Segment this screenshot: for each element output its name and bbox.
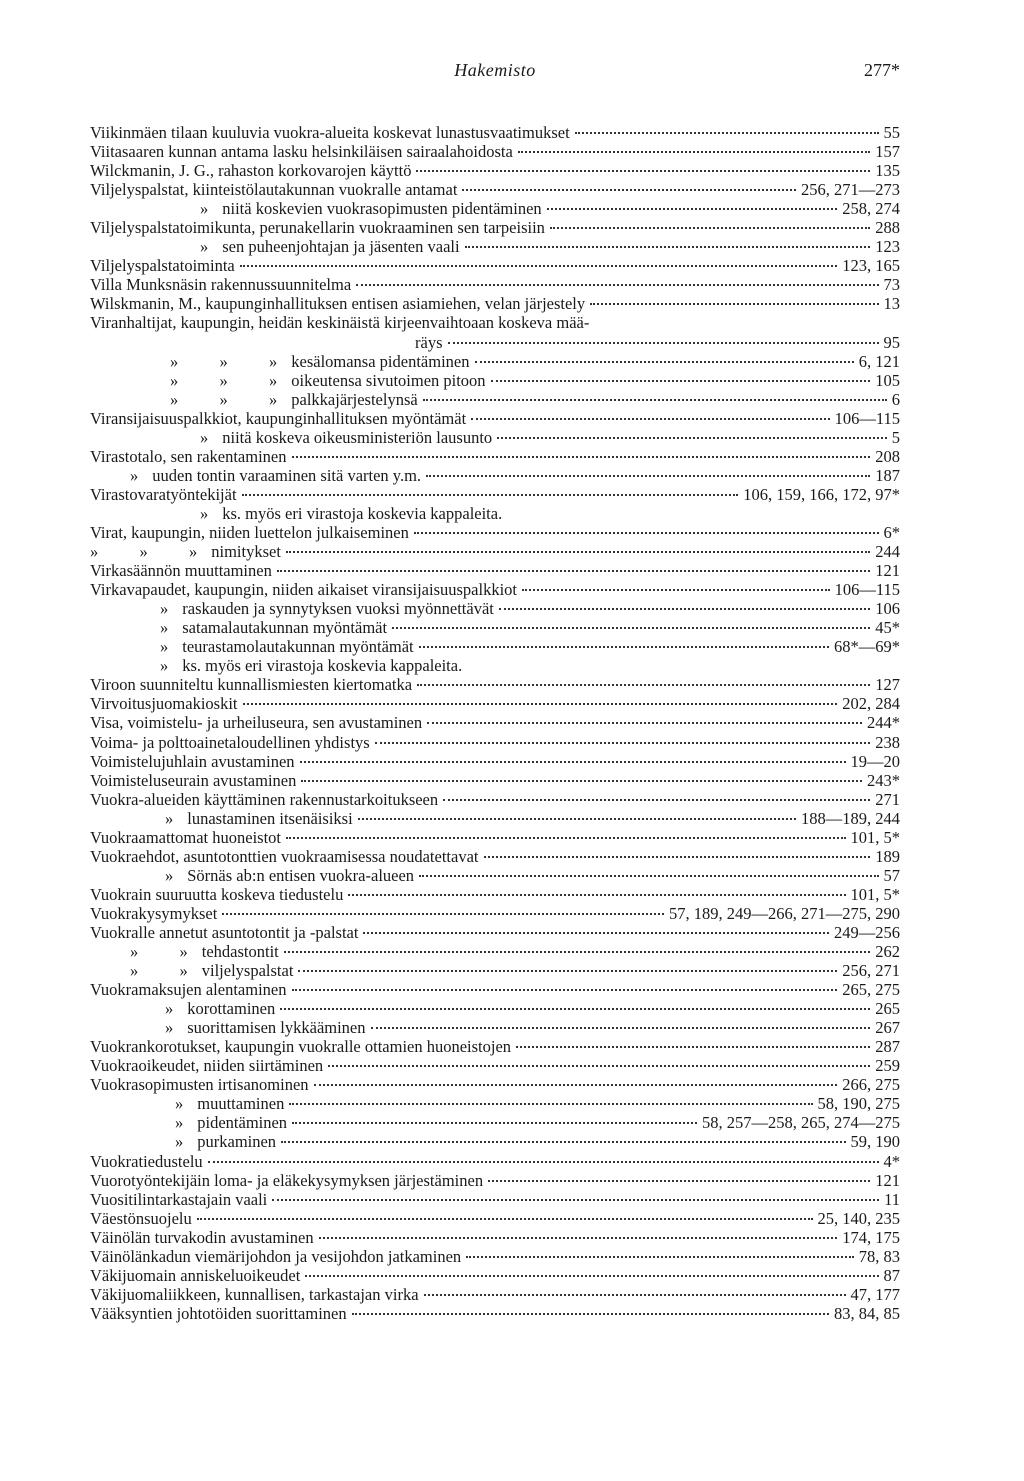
- index-entry: [90, 142, 900, 161]
- dot-leader: [547, 206, 838, 210]
- dot-leader: [424, 1292, 846, 1296]
- dot-leader: [240, 263, 838, 267]
- entry-pages: 238: [875, 732, 900, 752]
- entry-pages: 287: [875, 1037, 900, 1057]
- dot-leader: [243, 701, 838, 705]
- dot-leader: [222, 911, 664, 915]
- entry-text: muuttaminen: [197, 1094, 285, 1114]
- entry-text: tehdastontit: [201, 942, 279, 962]
- entry-pages: 127: [875, 675, 900, 695]
- dot-leader: [466, 1254, 854, 1258]
- index-entry: [90, 961, 900, 980]
- dot-leader: [352, 1311, 829, 1315]
- dot-leader: [426, 473, 870, 477]
- dot-leader: [416, 168, 870, 172]
- ditto-mark: »: [165, 999, 174, 1019]
- entry-pages: 288: [875, 218, 900, 238]
- index-entry: [90, 618, 900, 637]
- dot-leader: [319, 1235, 838, 1239]
- entry-pages: 121: [875, 561, 900, 581]
- index-entry: [90, 790, 900, 809]
- entry-text: Vuokrasopimusten irtisanominen: [90, 1075, 309, 1095]
- dot-leader: [423, 397, 887, 401]
- index-entry: [90, 466, 900, 485]
- entry-pages: 87: [883, 1265, 900, 1285]
- page-number: 277*: [864, 60, 900, 80]
- entry-pages: 106: [875, 599, 900, 619]
- entry-text: Viikinmäen tilaan kuuluvia vuokra-alueita koskevat lunastusvaatimukset: [90, 123, 570, 142]
- entry-pages: 174, 175: [842, 1227, 900, 1247]
- page-title: Hakemisto: [454, 60, 536, 80]
- entry-pages: 244: [875, 542, 900, 562]
- entry-pages: 5: [891, 427, 900, 447]
- dot-leader: [292, 1120, 697, 1124]
- entry-text: sen puheenjohtajan ja jäsenten vaali: [222, 237, 460, 257]
- index-list: [90, 123, 900, 1323]
- dot-leader: [417, 682, 870, 686]
- entry-text: korottaminen: [187, 999, 276, 1019]
- index-entry: [90, 1285, 900, 1304]
- dot-leader: [465, 244, 871, 248]
- index-entry: [90, 1094, 900, 1113]
- dot-leader: [488, 1178, 870, 1182]
- entry-text: Villa Munksnäsin rakennussuunnitelma: [90, 275, 352, 295]
- entry-pages: 265: [875, 999, 900, 1019]
- dot-leader: [497, 435, 887, 439]
- entry-text: Wilckmanin, J. G., rahaston korkovarojen käyttö: [90, 161, 412, 181]
- entry-text: Virvoitusjuomakioskit: [90, 694, 238, 714]
- entry-text: teurastamolautakunnan myöntämät: [182, 637, 414, 657]
- dot-leader: [292, 987, 838, 991]
- entry-pages: 45*: [875, 618, 900, 638]
- index-entry: [90, 656, 900, 675]
- index-entry: [90, 1075, 900, 1094]
- entry-text: niitä koskevien vuokrasopimusten pidentäminen: [222, 199, 542, 219]
- entry-pages: 244*: [867, 713, 900, 733]
- entry-pages: 58, 257—258, 265, 274—275: [702, 1113, 900, 1133]
- index-entry: [90, 637, 900, 656]
- index-entry: [90, 1113, 900, 1132]
- entry-text: Wilskmanin, M., kaupunginhallituksen entisen asiamiehen, velan järjestely: [90, 294, 586, 314]
- entry-text: nimitykset: [211, 542, 281, 562]
- entry-text: Viitasaaren kunnan antama lasku helsinkiläisen sairaalahoidosta: [90, 142, 513, 162]
- entry-text: Vuositilintarkastajain vaali: [90, 1189, 268, 1209]
- dot-leader: [242, 492, 739, 496]
- entry-text: Vuokramaksujen alentaminen: [90, 980, 287, 1000]
- dot-leader: [491, 378, 871, 382]
- entry-pages: 266, 275: [842, 1075, 900, 1095]
- entry-text: Vuokralle annetut asuntotontit ja -palstat: [90, 922, 359, 942]
- entry-text: satamalautakunnan myöntämät: [182, 618, 388, 638]
- index-entry: [90, 561, 900, 580]
- ditto-mark: » »: [130, 961, 188, 981]
- index-entry: [90, 771, 900, 790]
- entry-text: Vuokrakysymykset: [90, 903, 218, 923]
- dot-leader: [197, 1216, 813, 1220]
- entry-pages: 57, 189, 249—266, 271—275, 290: [669, 903, 900, 923]
- dot-leader: [298, 968, 837, 972]
- dot-leader: [522, 587, 830, 591]
- ditto-mark: »: [175, 1094, 184, 1114]
- dot-leader: [475, 359, 854, 363]
- dot-leader: [208, 1159, 879, 1163]
- entry-pages: 59, 190: [850, 1132, 900, 1152]
- entry-text: kesälomansa pidentäminen: [291, 351, 470, 371]
- ditto-mark: »: [165, 808, 174, 828]
- entry-text: uuden tontin varaaminen sitä varten y.m.: [152, 465, 422, 485]
- entry-pages: 13: [883, 294, 900, 314]
- index-entry: [90, 675, 900, 694]
- index-entry: [90, 180, 900, 199]
- entry-pages: 271: [875, 789, 900, 809]
- ditto-mark: »: [165, 1018, 174, 1038]
- ditto-mark: »: [160, 656, 169, 676]
- ditto-mark: »: [175, 1113, 184, 1133]
- entry-text: lunastaminen itsenäisiksi: [187, 808, 353, 828]
- dot-leader: [448, 340, 879, 344]
- dot-leader: [590, 301, 878, 305]
- index-entry: [90, 1056, 900, 1075]
- entry-pages: 202, 284: [842, 694, 900, 714]
- index-entry: [90, 333, 900, 352]
- entry-pages: 258, 274: [842, 199, 900, 219]
- dot-leader: [375, 740, 871, 744]
- entry-pages: 265, 275: [842, 980, 900, 1000]
- ditto-mark: »: [160, 618, 169, 638]
- dot-leader: [371, 1025, 871, 1029]
- entry-text: Virkavapaudet, kaupungin, niiden aikaiset viransijaisuuspalkkiot: [90, 580, 517, 600]
- entry-pages: 267: [875, 1018, 900, 1038]
- entry-pages: 121: [875, 1170, 900, 1190]
- entry-pages: 58, 190, 275: [817, 1094, 900, 1114]
- index-entry: [90, 1152, 900, 1171]
- entry-pages: 259: [875, 1056, 900, 1076]
- index-entry: [90, 1190, 900, 1209]
- index-entry: [90, 409, 900, 428]
- entry-pages: 11: [884, 1189, 900, 1209]
- entry-pages: 187: [875, 465, 900, 485]
- index-entry: [90, 847, 900, 866]
- index-entry: [90, 1037, 900, 1056]
- index-entry: [90, 1171, 900, 1190]
- index-entry: [90, 752, 900, 771]
- entry-pages: 25, 140, 235: [817, 1208, 900, 1228]
- index-entry: [90, 390, 900, 409]
- entry-pages: 157: [875, 142, 900, 162]
- dot-leader: [392, 625, 870, 629]
- index-entry: [90, 809, 900, 828]
- entry-text: suorittamisen lykkääminen: [187, 1018, 366, 1038]
- dot-leader: [363, 930, 829, 934]
- dot-leader: [358, 816, 796, 820]
- entry-pages: 78, 83: [858, 1246, 900, 1266]
- index-entry: [90, 485, 900, 504]
- index-entry: [90, 428, 900, 447]
- index-entry: [90, 237, 900, 256]
- dot-leader: [550, 225, 870, 229]
- index-entry: [90, 866, 900, 885]
- entry-text: Väkijuomain anniskeluoikeudet: [90, 1265, 301, 1285]
- ditto-mark: » » »: [170, 351, 278, 371]
- entry-text: Viljelyspalstatoiminta: [90, 256, 235, 276]
- entry-text: ks. myös eri virastoja koskevia kappaleita.: [182, 656, 463, 676]
- dot-leader: [289, 1101, 812, 1105]
- entry-text: Vuorotyöntekijäin loma- ja eläkekysymyksen järjestäminen: [90, 1170, 484, 1190]
- entry-text: purkaminen: [197, 1132, 277, 1152]
- dot-leader: [516, 1044, 870, 1048]
- entry-text: oikeutensa sivutoimen pitoon: [291, 370, 486, 390]
- ditto-mark: »: [200, 427, 209, 447]
- index-entry: [90, 1228, 900, 1247]
- entry-text: Vuokraoikeudet, niiden siirtäminen: [90, 1056, 324, 1076]
- entry-pages: 57: [883, 865, 900, 885]
- entry-text: Vuokratiedustelu: [90, 1151, 203, 1171]
- dot-leader: [575, 130, 879, 134]
- page-header: [90, 60, 900, 90]
- entry-pages: 101, 5*: [850, 884, 900, 904]
- entry-pages: 105: [875, 370, 900, 390]
- index-entry: [90, 1304, 900, 1323]
- dot-leader: [499, 606, 870, 610]
- index-entry: [90, 828, 900, 847]
- dot-leader: [284, 949, 871, 953]
- dot-leader: [286, 549, 870, 553]
- index-entry: [90, 999, 900, 1018]
- index-entry: [90, 599, 900, 618]
- dot-leader: [280, 1006, 870, 1010]
- dot-leader: [286, 835, 845, 839]
- entry-text: Väinölänkadun viemärijohdon ja vesijohdon jatkaminen: [90, 1246, 462, 1266]
- index-entry: [90, 542, 900, 561]
- entry-text: Väinölän turvakodin avustaminen: [90, 1227, 314, 1247]
- entry-text: raskauden ja synnytyksen vuoksi myönnettävät: [182, 599, 494, 619]
- entry-text: Visa, voimistelu- ja urheiluseura, sen avustaminen: [90, 713, 423, 733]
- entry-text: Voimistelujuhlain avustaminen: [90, 751, 295, 771]
- entry-text: Vuokrain suuruutta koskeva tiedustelu: [90, 884, 344, 904]
- dot-leader: [471, 416, 829, 420]
- index-entry: [90, 313, 900, 332]
- entry-pages: 262: [875, 942, 900, 962]
- ditto-mark: »: [165, 865, 174, 885]
- entry-text: ks. myös eri virastoja koskevia kappaleita.: [222, 503, 503, 523]
- index-entry: [90, 1209, 900, 1228]
- index-entry: [90, 923, 900, 942]
- entry-text: Virat, kaupungin, niiden luettelon julkaiseminen: [90, 522, 409, 542]
- entry-text: Viljelyspalstat, kiinteistölautakunnan vuokralle antamat: [90, 180, 458, 200]
- entry-pages: 243*: [867, 770, 900, 790]
- ditto-mark: »: [200, 237, 209, 257]
- entry-pages: 123: [875, 237, 900, 257]
- index-entry: [90, 123, 900, 142]
- entry-text: Viransijaisuuspalkkiot, kaupunginhallituksen myöntämät: [90, 408, 467, 428]
- entry-pages: 208: [875, 446, 900, 466]
- ditto-mark: »: [130, 465, 139, 485]
- entry-pages: 95: [883, 332, 900, 352]
- dot-leader: [462, 187, 796, 191]
- ditto-mark: »: [200, 503, 209, 523]
- dot-leader: [300, 759, 846, 763]
- dot-leader: [328, 1063, 870, 1067]
- entry-pages: 4*: [883, 1151, 900, 1171]
- entry-text: Vuokraehdot, asuntotonttien vuokraamisessa noudatettavat: [90, 846, 479, 866]
- entry-text: palkkajärjestelynsä: [291, 389, 418, 409]
- entry-text: Virkasäännön muuttaminen: [90, 561, 272, 581]
- index-entry: [90, 904, 900, 923]
- entry-text: Virastotalo, sen rakentaminen: [90, 446, 287, 466]
- entry-text: Viroon suunniteltu kunnallismiesten kiertomatka: [90, 675, 413, 695]
- ditto-mark: »: [200, 199, 209, 219]
- index-entry: [90, 1132, 900, 1151]
- index-entry: [90, 1247, 900, 1266]
- entry-text: räys: [415, 332, 443, 352]
- dot-leader: [484, 854, 871, 858]
- ditto-mark: » »: [130, 942, 188, 962]
- dot-leader: [292, 454, 871, 458]
- ditto-mark: »: [160, 599, 169, 619]
- index-entry: [90, 371, 900, 390]
- dot-leader: [272, 1197, 879, 1201]
- entry-text: Vuokra-alueiden käyttäminen rakennustarkoitukseen: [90, 789, 439, 809]
- entry-text: Sörnäs ab:n entisen vuokra-alueen: [187, 865, 415, 885]
- index-entry: [90, 580, 900, 599]
- dot-leader: [518, 149, 870, 153]
- index-entry: [90, 275, 900, 294]
- dot-leader: [301, 778, 862, 782]
- entry-text: Vuokraamattomat huoneistot: [90, 827, 282, 847]
- index-entry: [90, 294, 900, 313]
- entry-text: Väkijuomaliikkeen, kunnallisen, tarkastajan virka: [90, 1284, 419, 1304]
- index-entry: [90, 885, 900, 904]
- entry-text: Virastovaratyöntekijät: [90, 484, 237, 504]
- entry-pages: 55: [883, 123, 900, 142]
- entry-text: viljelyspalstat: [201, 961, 294, 981]
- index-entry: [90, 1266, 900, 1285]
- index-entry: [90, 256, 900, 275]
- dot-leader: [356, 282, 878, 286]
- entry-pages: 47, 177: [850, 1284, 900, 1304]
- index-entry: [90, 218, 900, 237]
- dot-leader: [414, 530, 879, 534]
- index-entry: [90, 161, 900, 180]
- index-entry: [90, 352, 900, 371]
- entry-pages: 106, 159, 166, 172, 97*: [743, 484, 900, 504]
- dot-leader: [348, 892, 845, 896]
- dot-leader: [314, 1082, 838, 1086]
- index-entry: [90, 1018, 900, 1037]
- entry-text: Väestönsuojelu: [90, 1208, 192, 1228]
- dot-leader: [277, 568, 870, 572]
- entry-pages: 83, 84, 85: [834, 1303, 900, 1323]
- dot-leader: [443, 797, 870, 801]
- entry-text: Voimisteluseurain avustaminen: [90, 770, 297, 790]
- ditto-mark: » » »: [170, 389, 278, 409]
- entry-text: Vuokrankorotukset, kaupungin vuokralle ottamien huoneistojen: [90, 1037, 512, 1057]
- entry-pages: 249—256: [834, 922, 900, 942]
- entry-text: Voima- ja polttoainetaloudellinen yhdistys: [90, 732, 370, 752]
- entry-pages: 123, 165: [842, 256, 900, 276]
- ditto-mark: »: [160, 637, 169, 657]
- entry-pages: 68*—69*: [834, 637, 900, 657]
- entry-pages: 6*: [883, 522, 900, 542]
- entry-text: niitä koskeva oikeusministeriön lausunto: [222, 427, 493, 447]
- entry-text: Viljelyspalstatoimikunta, perunakellarin vuokraaminen sen tarpeisiin: [90, 218, 545, 238]
- dot-leader: [281, 1139, 845, 1143]
- index-entry: [90, 713, 900, 732]
- entry-pages: 73: [883, 275, 900, 295]
- entry-pages: 135: [875, 161, 900, 181]
- entry-pages: 19—20: [850, 751, 900, 771]
- index-entry: [90, 447, 900, 466]
- dot-leader: [427, 720, 862, 724]
- ditto-mark: » » »: [90, 542, 198, 562]
- dot-leader: [419, 644, 829, 648]
- index-entry: [90, 980, 900, 999]
- index-entry: [90, 733, 900, 752]
- entry-text: pidentäminen: [197, 1113, 288, 1133]
- entry-pages: 256, 271: [842, 961, 900, 981]
- ditto-mark: » » »: [170, 370, 278, 390]
- ditto-mark: »: [175, 1132, 184, 1152]
- index-entry: [90, 942, 900, 961]
- index-entry: [90, 504, 900, 523]
- dot-leader: [419, 873, 878, 877]
- entry-text: Vääksyntien johtotöiden suorittaminen: [90, 1303, 347, 1323]
- entry-text: Viranhaltijat, kaupungin, heidän keskinäistä kirjeenvaihtoaan koskeva mää-: [90, 313, 590, 333]
- entry-pages: 106—115: [834, 408, 900, 428]
- dot-leader: [305, 1273, 878, 1277]
- index-entry: [90, 523, 900, 542]
- index-entry: [90, 694, 900, 713]
- entry-pages: 101, 5*: [850, 827, 900, 847]
- entry-pages: 106—115: [834, 580, 900, 600]
- entry-pages: 188—189, 244: [801, 808, 900, 828]
- entry-pages: 256, 271—273: [801, 180, 900, 200]
- entry-pages: 189: [875, 846, 900, 866]
- entry-pages: 6: [891, 389, 900, 409]
- entry-pages: 6, 121: [858, 351, 900, 371]
- index-entry: [90, 199, 900, 218]
